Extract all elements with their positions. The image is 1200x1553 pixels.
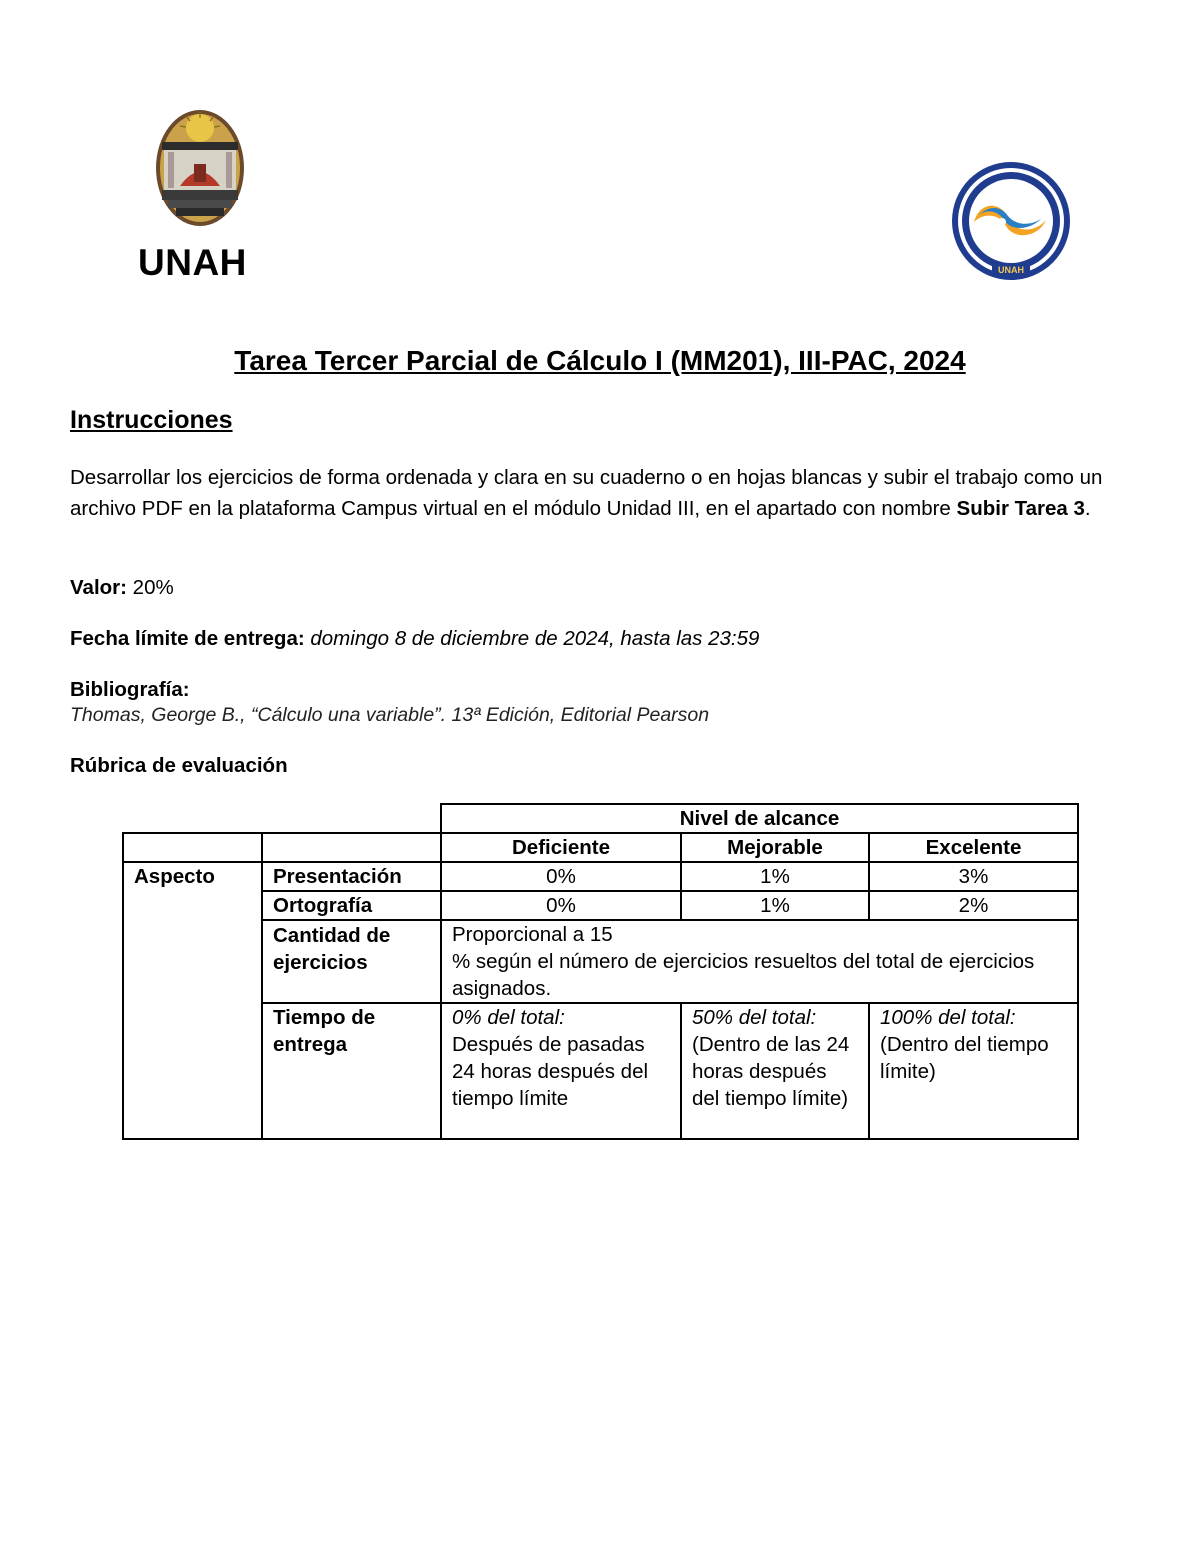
deadline-line	[70, 627, 759, 651]
cell-tiempo-deficiente-head: 0% del total:	[452, 1006, 565, 1029]
cell-tiempo-mejorable-body: (Dentro de las 24 horas después del tiempo límite)	[692, 1033, 850, 1110]
university-seal-icon	[150, 108, 250, 230]
cell-tiempo-excelente-head: 100% del total:	[880, 1006, 1016, 1029]
rubric-heading: Rúbrica de evaluación	[70, 754, 288, 777]
unah-logo-text: UNAH	[138, 242, 247, 283]
cell-presentacion-mejorable: 1%	[681, 862, 869, 891]
table-row	[123, 804, 1078, 833]
row-label-ortografia: Ortografía	[262, 891, 441, 920]
cell-tiempo-excelente-body: (Dentro del tiempo límite)	[880, 1033, 1049, 1083]
table-cell-empty	[123, 833, 262, 862]
level-header-mejorable: Mejorable	[681, 833, 869, 862]
cell-presentacion-deficiente: 0%	[441, 862, 681, 891]
valor-label: Valor:	[70, 576, 127, 599]
bibliography-reference: Thomas, George B., “Cálculo una variable”. 13ª Edición, Editorial Pearson	[70, 704, 710, 726]
cell-tiempo-mejorable-head: 50% del total:	[692, 1006, 817, 1029]
bibliography-label: Bibliografía:	[70, 678, 190, 701]
instructions-heading: Instrucciones	[70, 406, 233, 434]
table-cell-empty	[262, 833, 441, 862]
table-row	[123, 833, 1078, 862]
level-group-header: Nivel de alcance	[441, 804, 1078, 833]
level-header-excelente: Excelente	[869, 833, 1078, 862]
document-title: Tarea Tercer Parcial de Cálculo I (MM201), III-PAC, 2024	[234, 345, 966, 376]
instructions-upload-name: Subir Tarea 3	[956, 497, 1085, 520]
deadline-label: Fecha límite de entrega:	[70, 627, 305, 650]
valor-value: 20%	[126, 576, 174, 599]
cell-ortografia-excelente: 2%	[869, 891, 1078, 920]
cell-ortografia-deficiente: 0%	[441, 891, 681, 920]
cell-tiempo-excelente	[869, 1003, 1078, 1139]
table-row	[123, 862, 1078, 891]
cell-tiempo-deficiente	[441, 1003, 681, 1139]
cell-tiempo-deficiente-body: Después de pasadas 24 horas después del tiempo límite	[452, 1033, 649, 1110]
row-label-cantidad: Cantidad de ejercicios	[262, 920, 441, 1003]
school-emblem-icon	[950, 160, 1072, 282]
svg-text:UNAH: UNAH	[998, 265, 1024, 275]
cell-presentacion-excelente: 3%	[869, 862, 1078, 891]
row-label-presentacion: Presentación	[262, 862, 441, 891]
instructions-paragraph	[70, 462, 1140, 524]
instructions-text: Desarrollar los ejercicios de forma ordenada y clara en su cuaderno o en hojas blancas y subir el trabajo como un archivo PDF en la plataforma Campus virtual en el módulo Unidad III, en el apartado con nombre	[70, 466, 1103, 520]
deadline-value: domingo 8 de diciembre de 2024, hasta las 23:59	[304, 627, 760, 650]
valor-line	[70, 576, 174, 600]
aspect-label: Aspecto	[123, 862, 262, 1139]
row-label-tiempo: Tiempo de entrega	[262, 1003, 441, 1139]
cell-tiempo-mejorable	[681, 1003, 869, 1139]
cell-cantidad-description: Proporcional a 15 % según el número de ejercicios resueltos del total de ejercicios asignados.	[441, 920, 1078, 1003]
level-header-deficiente: Deficiente	[441, 833, 681, 862]
cell-ortografia-mejorable: 1%	[681, 891, 869, 920]
table-row	[123, 920, 1078, 1003]
instructions-end: .	[1084, 497, 1091, 520]
rubric-table	[122, 803, 1079, 1140]
table-row	[123, 1003, 1078, 1139]
table-cell-empty	[262, 804, 441, 833]
table-row	[123, 891, 1078, 920]
table-cell-empty	[123, 804, 262, 833]
